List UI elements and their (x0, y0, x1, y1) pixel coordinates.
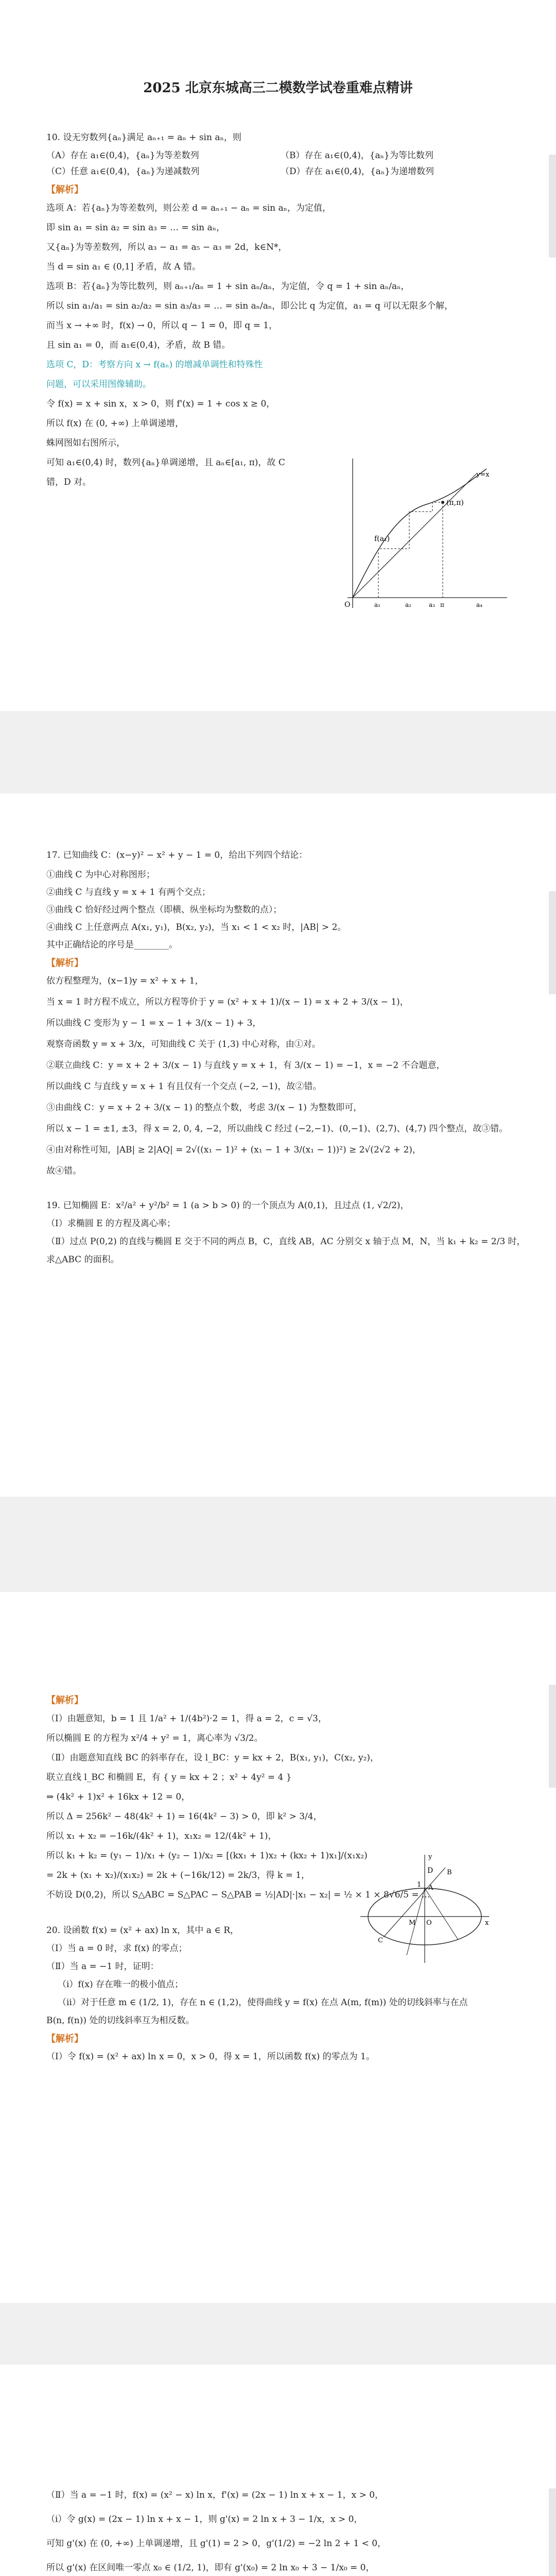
q10-sol-line: 错，D 对。 (46, 477, 92, 487)
q10-sol-line: 选项 B：若{aₙ}为等比数列，则 aₙ₊₁/aₙ = 1 + sin aₙ/aₙ，为定值，令 q = 1 + sin aₙ/aₙ， (46, 281, 410, 292)
page-2 (0, 793, 556, 1497)
origin-label: O (426, 1919, 432, 1927)
q10-sol-line: 当 d = sin a₁ ∈ (0,1] 矛盾，故 A 错。 (46, 262, 201, 272)
scrollbar-thumb[interactable] (549, 155, 556, 258)
point-b-label: B (447, 1869, 452, 1876)
line-y-equals-x (353, 474, 476, 598)
fixed-point (441, 501, 444, 504)
q10-option-b: （B）存在 a₁∈(0,4)，{aₙ}为等比数列 (281, 150, 433, 161)
x-tick-label: a₁ (374, 601, 380, 608)
q10-sol-line: 令 f(x) = x + sin x，x > 0，则 f'(x) = 1 + cos x ≥ 0， (46, 399, 275, 409)
origin-label: O (344, 601, 351, 609)
q19-sub2: （Ⅱ）过点 P(0,2) 的直线与椭圆 E 交于不同的两点 B，C，直线 AB，AC 分别交 x 轴于点 M，N，当 k₁ + k₂ = 2/3 时， (46, 1236, 526, 1247)
q20-stem: 20. 设函数 f(x) = (x² + ax) ln x，其中 a ∈ R， (46, 1925, 239, 1936)
p4-line: 可知 g'(x) 在 (0, +∞) 上单调递增，且 g'(1) = 2 > 0，g'(1/2) = −2 ln 2 + 1 < 0， (46, 2538, 387, 2549)
x-tick-label: a₄ (476, 601, 482, 608)
q17-sol-line: 依方程整理为，(x−1)y = x² + x + 1， (46, 976, 204, 986)
y-label: y (428, 1853, 432, 1861)
q17-solution-label: 【解析】 (46, 958, 83, 969)
q17-stem: 17. 已知曲线 C：(x−y)² − x² + y − 1 = 0，给出下列四个结论： (46, 850, 308, 860)
q10-sol-line: 蛛网图如右图所示， (46, 438, 125, 448)
q17-sol-line: 当 x = 1 时方程不成立，所以方程等价于 y = (x² + x + 1)/(x − 1) = x + 2 + 3/(x − 1)， (46, 997, 409, 1007)
scrollbar-thumb[interactable] (549, 891, 556, 994)
q20-sub2i: （ⅰ）f(x) 存在唯一的极小值点； (58, 1979, 183, 1990)
x-tick-label: a₂ (405, 601, 411, 608)
q19-sol-line: ⇒ (4k² + 1)x² + 16kx + 12 = 0， (46, 1792, 190, 1802)
q10-sol-line: 而当 x → +∞ 时，f(x) → 0，所以 q − 1 = 0，即 q = 1， (46, 320, 278, 331)
x-label: x (485, 1919, 489, 1927)
q19-stem: 19. 已知椭圆 E：x²/a² + y²/b² = 1 (a > b > 0) 的一个顶点为 A(0,1)，且过点 (1, √2/2)， (46, 1200, 409, 1211)
q10-sol-line: 即 sin a₁ = sin a₂ = sin a₃ = … = sin aₙ， (46, 223, 225, 233)
q17-item: ②曲线 C 与直线 y = x + 1 有两个交点； (46, 887, 211, 897)
q20-part2-solution (46, 2483, 510, 2576)
page-4 (0, 2365, 556, 2576)
point-m-label: M (409, 1919, 416, 1927)
q17-sol-line: 所以曲线 C 与直线 y = x + 1 有且仅有一个交点 (−2, −1)，故②错。 (46, 1081, 322, 1092)
q10-sol-line: 所以 sin a₁/a₁ = sin a₂/a₂ = sin a₃/a₃ = … = sin aₙ/aₙ，即公比 q 为定值，a₁ = q 可以无限多个解， (46, 301, 454, 311)
page-title: 2025 北京东城高三二模数学试卷重难点精讲 (143, 80, 413, 96)
q17-sol-line: ④由对称性可知，|AB| ≥ 2|AQ| = 2√((x₁ − 1)² + (x₁ − 1 + 3/(x₁ − 1))²) ≥ 2√(2√2 + 2)， (46, 1145, 421, 1155)
q19-sol-line: （Ⅱ）由题意知直线 BC 的斜率存在，设 l_BC：y = kx + 2，B(x₁, y₁)，C(x₂, y₂)， (46, 1753, 379, 1763)
q19-sol-line: 联立直线 l_BC 和椭圆 E，有 { y = kx + 2 ；x² + 4y² = 4 } (46, 1772, 292, 1783)
one-label: 1 (417, 1881, 422, 1889)
q10-sol-line: 可知 a₁∈(0,4) 时，数列{aₙ}单调递增，且 aₙ∈[a₁, π)，故 C (46, 457, 285, 468)
q17-sol-line: ②联立曲线 C：y = x + 2 + 3/(x − 1) 与直线 y = x + 1，有 3/(x − 1) = −1，x = −2 不合题意， (46, 1060, 445, 1071)
q17-sol-line: ③由曲线 C：y = x + 2 + 3/(x − 1) 的整点个数，考虑 3/(x − 1) 为整数即可， (46, 1103, 362, 1113)
p4-line: （Ⅱ）当 a = −1 时，f(x) = (x² − x) ln x，f'(x) = (2x − 1) ln x + x − 1，x > 0， (46, 2490, 384, 2500)
page-3 (0, 1592, 556, 2303)
q10-stem: 10. 设无穷数列{aₙ}满足 aₙ₊₁ = aₙ + sin aₙ，则 (46, 132, 241, 143)
q17-item: ④曲线 C 上任意两点 A(x₁, y₁)，B(x₂, y₂)，当 x₁ < 1 < x₂ 时，|AB| > 2。 (46, 922, 346, 933)
q10-sol-highlight: 问题，可以采用图像辅助。 (46, 379, 151, 389)
q10-cobweb-figure (337, 453, 512, 613)
yx-label: y=x (476, 471, 490, 479)
q19-sol-line: 不妨设 D(0,2)，所以 S△ABC = S△PAC − S△PAB = ½|AD|·|x₁ − x₂| = ½ × 1 × 8√6/5 = ... (46, 1890, 430, 1900)
q10-solution (46, 198, 510, 492)
x-tick-label: π (440, 601, 444, 608)
q17-item: ①曲线 C 为中心对称图形； (46, 870, 155, 880)
q19-sol-line: （Ⅰ）由题意知，b = 1 且 1/a² + 1/(4b²)·2 = 1，得 a = 2，c = √3， (46, 1714, 327, 1724)
q19-sol-line: 所以 Δ = 256k² − 48(4k² + 1) = 16(4k² − 3) > 0，即 k² > 3/4， (46, 1811, 322, 1822)
fixed-point-label: (π,π) (446, 499, 464, 507)
q10-sol-line: 所以 f(x) 在 (0, +∞) 上单调递增， (46, 418, 184, 429)
q10-option-c: （C）任意 a₁∈(0,4)，{aₙ}为递减数列 (46, 166, 200, 177)
q10-sol-line: 又{aₙ}为等差数列，所以 a₃ − a₁ = a₅ − a₃ = 2d，k∈N*， (46, 242, 287, 252)
q19-sol-line: 所以 k₁ + k₂ = (y₁ − 1)/x₁ + (y₂ − 1)/x₂ = [(kx₁ + 1)x₂ + (kx₂ + 1)x₁]/(x₁x₂) (46, 1851, 368, 1861)
p4-line: （ⅰ）令 g(x) = (2x − 1) ln x + x − 1，则 g'(x) = 2 ln x + 3 − 1/x，x > 0， (46, 2514, 363, 2524)
point-a-label: A (428, 1884, 433, 1892)
q19-sol-line: = 2k + (x₁ + x₂)/(x₁x₂) = 2k + (−16k/12) = 2k/3，得 k = 1， (46, 1870, 310, 1880)
q10-sol-line: 选项 A：若{aₙ}为等差数列，则公差 d = aₙ₊₁ − aₙ = sin aₙ，为定值， (46, 203, 332, 213)
q17-sol-line: 观察奇函数 y = x + 3/x，可知曲线 C 关于 (1,3) 中心对称，由①对。 (46, 1039, 321, 1049)
point-d-label: D (427, 1867, 433, 1875)
q10-sol-highlight: 选项 C，D：考察方向 x → f(aₙ) 的增减单调性和特殊性 (46, 360, 263, 370)
q10-options-row-2 (46, 166, 510, 177)
q20-solution-label: 【解析】 (46, 2033, 83, 2044)
q20-sub2ii-cont: B(n, f(n)) 处的切线斜率互为相反数。 (46, 2015, 195, 2026)
q20-sub2: （Ⅱ）当 a = −1 时，证明： (46, 1961, 159, 1972)
q10-options-row-1 (46, 150, 510, 161)
q10-solution-label: 【解析】 (46, 184, 83, 195)
q20-sub2ii: （ⅱ）对于任意 m ∈ (1/2, 1)，存在 n ∈ (1,2)，使得曲线 y = f(x) 在点 A(m, f(m)) 处的切线斜率与在点 (58, 1997, 468, 2008)
q20-sol-line: （Ⅰ）令 f(x) = (x² + ax) ln x = 0，x > 0，得 x = 1，所以函数 f(x) 的零点为 1。 (46, 2052, 375, 2062)
q10-option-d: （D）存在 a₁∈(0,4)，{aₙ}为递增数列 (281, 166, 434, 177)
q19-solution-label: 【解析】 (46, 1695, 83, 1706)
page-1 (0, 0, 556, 711)
f-curve (353, 469, 486, 598)
q17-item: 其中正确结论的序号是________。 (46, 940, 178, 950)
q19-sub1: （Ⅰ）求椭圆 E 的方程及离心率； (46, 1218, 176, 1229)
q17-sol-line: 所以曲线 C 变形为 y − 1 = x − 1 + 3/(x − 1) + 3， (46, 1018, 262, 1028)
scrollbar-thumb[interactable] (549, 1685, 556, 1788)
scrollbar-thumb[interactable] (549, 2488, 556, 2576)
p4-line: 所以 g'(x) 在区间唯一零点 x₀ ∈ (1/2, 1)，即有 g'(x₀) = 2 ln x₀ + 3 − 1/x₀ = 0， (46, 2563, 375, 2573)
q19-sol-line: 所以椭圆 E 的方程为 x²/4 + y² = 1，离心率为 √3/2。 (46, 1733, 263, 1743)
cobweb-path (378, 502, 443, 598)
q17-solution (46, 971, 510, 1182)
q17-item: ③曲线 C 恰好经过两个整点（即横、纵坐标均为整数的点）； (46, 905, 282, 915)
q19-sol-line: 所以 x₁ + x₂ = −16k/(4k² + 1)，x₁x₂ = 12/(4k² + 1)， (46, 1831, 277, 1841)
point-c-label: C (378, 1937, 383, 1944)
q17-sol-line: 所以 x − 1 = ±1, ±3，得 x = 2, 0, 4, −2，所以曲线 C 经过 (−2,−1)、(0,−1)、(2,7)、(4,7) 四个整点，故③错。 (46, 1124, 508, 1134)
fx-label: f(a₁) (374, 535, 390, 543)
q10-sol-line: 且 sin a₁ = 0，而 a₁∈(0,4)，矛盾，故 B 错。 (46, 340, 231, 350)
q17-sol-line: 故④错。 (46, 1166, 81, 1176)
q19-sub2-cont: 求△ABC 的面积。 (46, 1255, 119, 1265)
q20-sub1: （Ⅰ）当 a = 0 时，求 f(x) 的零点； (46, 1943, 187, 1954)
x-tick-label: a₃ (429, 601, 435, 608)
q10-option-a: （A）存在 a₁∈(0,4)，{aₙ}为等差数列 (46, 150, 199, 161)
q17-items (46, 866, 510, 954)
